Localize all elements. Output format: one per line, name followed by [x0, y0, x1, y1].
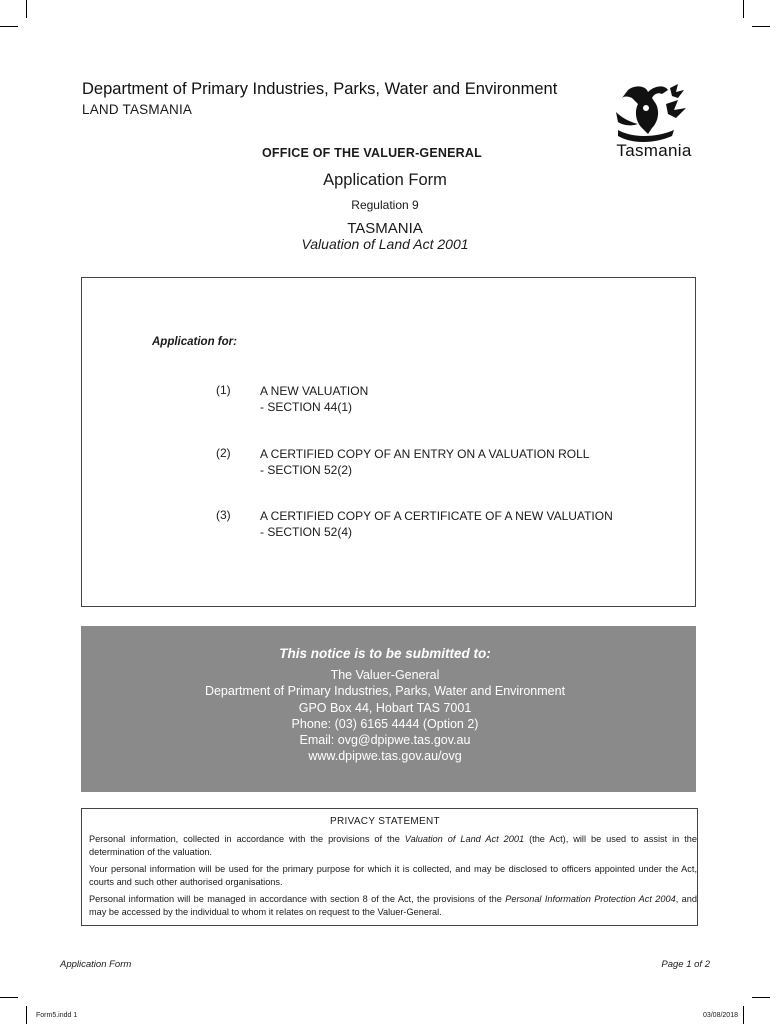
- privacy-text: , and may be accessed by the individual to whom it relates on request to the Valuer-General.: [89, 894, 698, 917]
- crop-mark: [752, 26, 770, 27]
- notice-email[interactable]: Email: ovg@dpipwe.tas.gov.au: [299, 733, 471, 748]
- crop-mark: [752, 997, 770, 998]
- notice-line: Department of Primary Industries, Parks, Water and Environment: [204, 684, 566, 699]
- option-number: (1): [216, 383, 231, 397]
- option-section: - SECTION 52(2): [260, 463, 353, 477]
- option-line: A NEW VALUATION: [260, 384, 369, 398]
- option-certified-copy-roll[interactable]: [260, 446, 589, 478]
- notice-title: This notice is to be submitted to:: [279, 646, 491, 661]
- option-number: (3): [216, 508, 231, 522]
- crop-mark: [26, 1006, 27, 1024]
- department-title: Department of Primary Industries, Parks, Water and Environment: [82, 80, 558, 98]
- privacy-title: PRIVACY STATEMENT: [330, 816, 440, 827]
- regulation-label: Regulation 9: [351, 198, 419, 212]
- crop-mark: [743, 0, 744, 18]
- notice-line: The Valuer-General: [330, 668, 440, 682]
- privacy-text: Personal information will be managed in accordance with section 8 of the Act, the provisions of the: [89, 894, 506, 904]
- option-new-valuation[interactable]: [260, 383, 368, 415]
- privacy-paragraph-1: [89, 833, 697, 859]
- state-title: TASMANIA: [347, 220, 423, 237]
- option-line: A CERTIFIED COPY OF AN ENTRY ON A VALUATION ROLL: [260, 447, 590, 461]
- application-box: [81, 277, 696, 607]
- privacy-text: (the Act), will be used to assist in the determination of the valuation.: [89, 834, 698, 857]
- notice-website[interactable]: www.dpipwe.tas.gov.au/ovg: [308, 749, 462, 764]
- logo-wordmark: Tasmania: [616, 141, 692, 160]
- privacy-paragraph-2: Your personal information will be used for the primary purpose for which it is collected, and may be disclosed to officers appointed under the Act, courts and such other authorised organisations.: [89, 864, 697, 887]
- date-slug: 03/08/2018: [702, 1012, 738, 1019]
- act-reference: Personal Information Protection Act 2004: [505, 894, 676, 904]
- form-title: Application Form: [323, 171, 447, 189]
- notice-phone: Phone: (03) 6165 4444 (Option 2): [291, 716, 479, 731]
- notice-line: GPO Box 44, Hobart TAS 7001: [298, 700, 472, 715]
- option-section: - SECTION 52(4): [260, 525, 353, 539]
- option-number: (2): [216, 446, 231, 460]
- act-title: Valuation of Land Act 2001: [301, 236, 469, 252]
- privacy-text: Personal information, collected in accordance with the provisions of the: [89, 834, 405, 844]
- footer-form-name: Application Form: [60, 959, 132, 970]
- notice-address: [0, 667, 770, 765]
- crop-mark: [26, 0, 27, 18]
- division-title: LAND TASMANIA: [82, 102, 193, 117]
- option-section: - SECTION 44(1): [260, 400, 353, 414]
- crop-mark: [743, 1006, 744, 1024]
- privacy-paragraph-3: [89, 893, 697, 919]
- act-reference: Valuation of Land Act 2001: [404, 834, 525, 844]
- option-certified-copy-certificate[interactable]: [260, 508, 613, 540]
- application-for-label: Application for:: [152, 336, 237, 348]
- option-line: A CERTIFIED COPY OF A CERTIFICATE OF A NEW VALUATION: [260, 509, 613, 523]
- crop-mark: [0, 26, 18, 27]
- page-number: Page 1 of 2: [661, 959, 710, 970]
- office-title: OFFICE OF THE VALUER-GENERAL: [262, 146, 482, 160]
- file-slug: Form5.indd 1: [36, 1012, 78, 1019]
- crop-mark: [0, 997, 18, 998]
